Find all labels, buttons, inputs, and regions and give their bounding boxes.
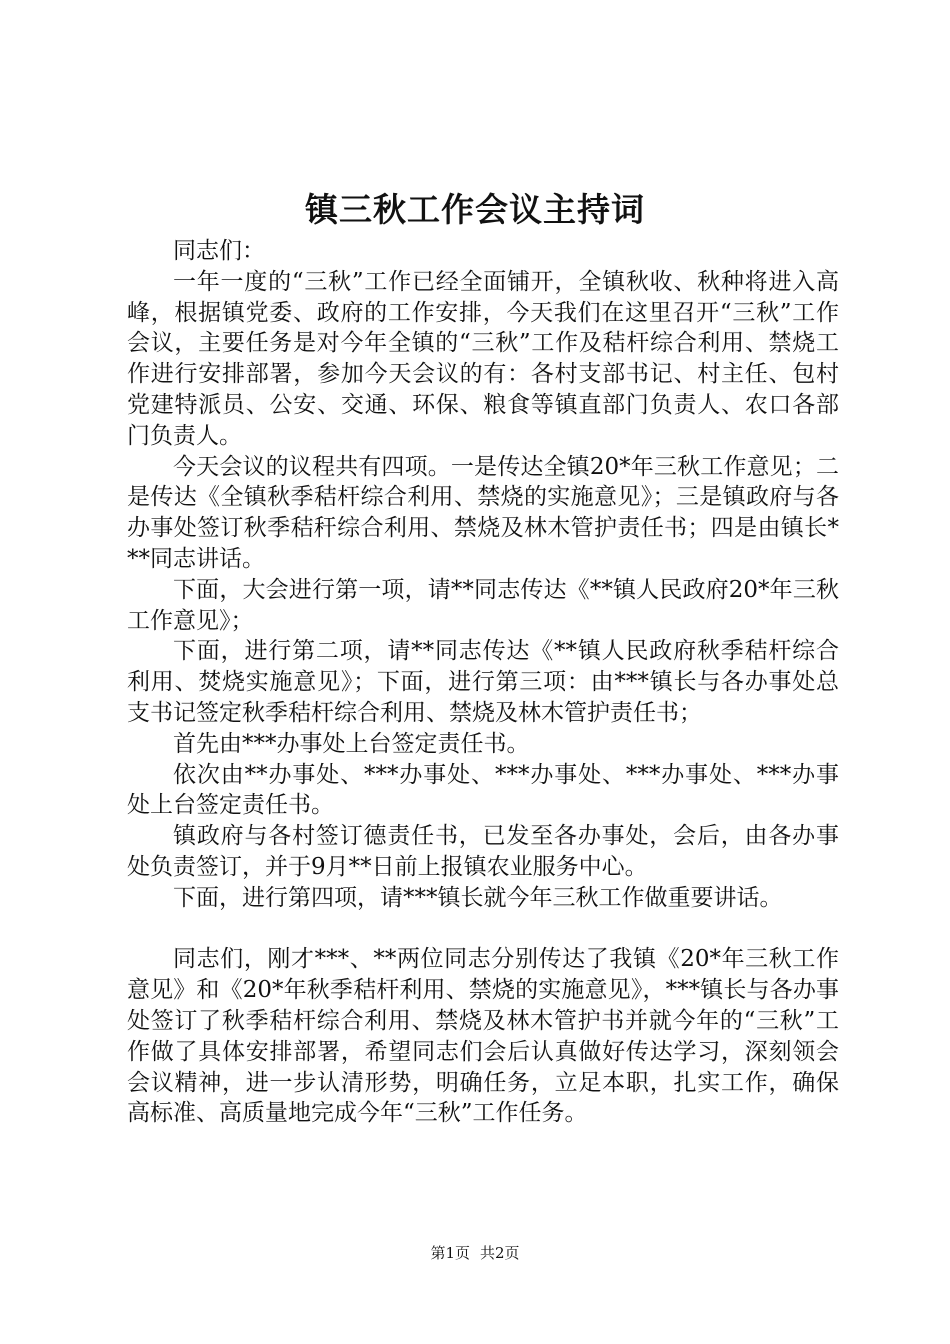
page-number-total: 共2页 bbox=[480, 1244, 520, 1262]
body-paragraph: 首先由***办事处上台签定责任书。 bbox=[173, 730, 530, 757]
closing-paragraph: 同志们，刚才***、**两位同志分别传达了我镇《20*年三秋工作意见》和《20*年秋季秸杆利用、禁烧的实施意见》，***镇长与各办事处签订了秋季秸杆综合利用、禁烧及林木管护书并就今年的“三秋”工作做了具体安排部署，希望同志们会后认真做好传达学习，深刻领会会议精神，进一步认清形势，明确任务，立足本职，扎实工作，确保高标准、高质量地完成今年“三秋”工作任务。 bbox=[127, 946, 839, 1127]
body-paragraph: 今天会议的议程共有四项。一是传达全镇20*年三秋工作意见；二是传达《全镇秋季秸杆综合利用、禁烧的实施意见》；三是镇政府与各办事处签订秋季秸秆综合利用、禁烧及林木管护责任书；四是由镇长***同志讲话。 bbox=[127, 453, 839, 572]
document-title: 镇三秋工作会议主持词 bbox=[305, 190, 645, 229]
page-footer bbox=[0, 1243, 950, 1263]
document-body bbox=[127, 236, 839, 1129]
body-paragraph: 一年一度的“三秋”工作已经全面铺开，全镇秋收、秋种将进入高峰，根据镇党委、政府的工作安排，今天我们在这里召开“三秋”工作会议，主要任务是对今年全镇的“三秋”工作及秸杆综合利用、禁烧工作进行安排部署，参加今天会议的有：各村支部书记、村主任、包村党建特派员、公安、交通、环保、粮食等镇直部门负责人、农口各部门负责人。 bbox=[127, 268, 839, 449]
blank-line bbox=[127, 914, 839, 945]
body-paragraph: 依次由**办事处、***办事处、***办事处、***办事处、***办事处上台签定责任书。 bbox=[127, 761, 840, 819]
body-paragraph: 镇政府与各村签订德责任书，已发至各办事处，会后，由各办事处负责签订，并于9月**日前上报镇农业服务中心。 bbox=[127, 823, 839, 880]
body-paragraph: 下面，进行第二项，请**同志传达《**镇人民政府秋季秸杆综合利用、焚烧实施意见》；下面，进行第三项：由***镇长与各办事处总支书记签定秋季秸杆综合利用、禁烧及林木管护责任书； bbox=[127, 638, 839, 726]
body-paragraph: 下面，大会进行第一项，请**同志传达《**镇人民政府20*年三秋工作意见》； bbox=[127, 576, 839, 634]
salutation-paragraph: 同志们： bbox=[173, 238, 265, 264]
page-number-current: 第1页 bbox=[430, 1244, 470, 1262]
body-paragraph: 下面，进行第四项，请***镇长就今年三秋工作做重要讲话。 bbox=[173, 884, 783, 911]
